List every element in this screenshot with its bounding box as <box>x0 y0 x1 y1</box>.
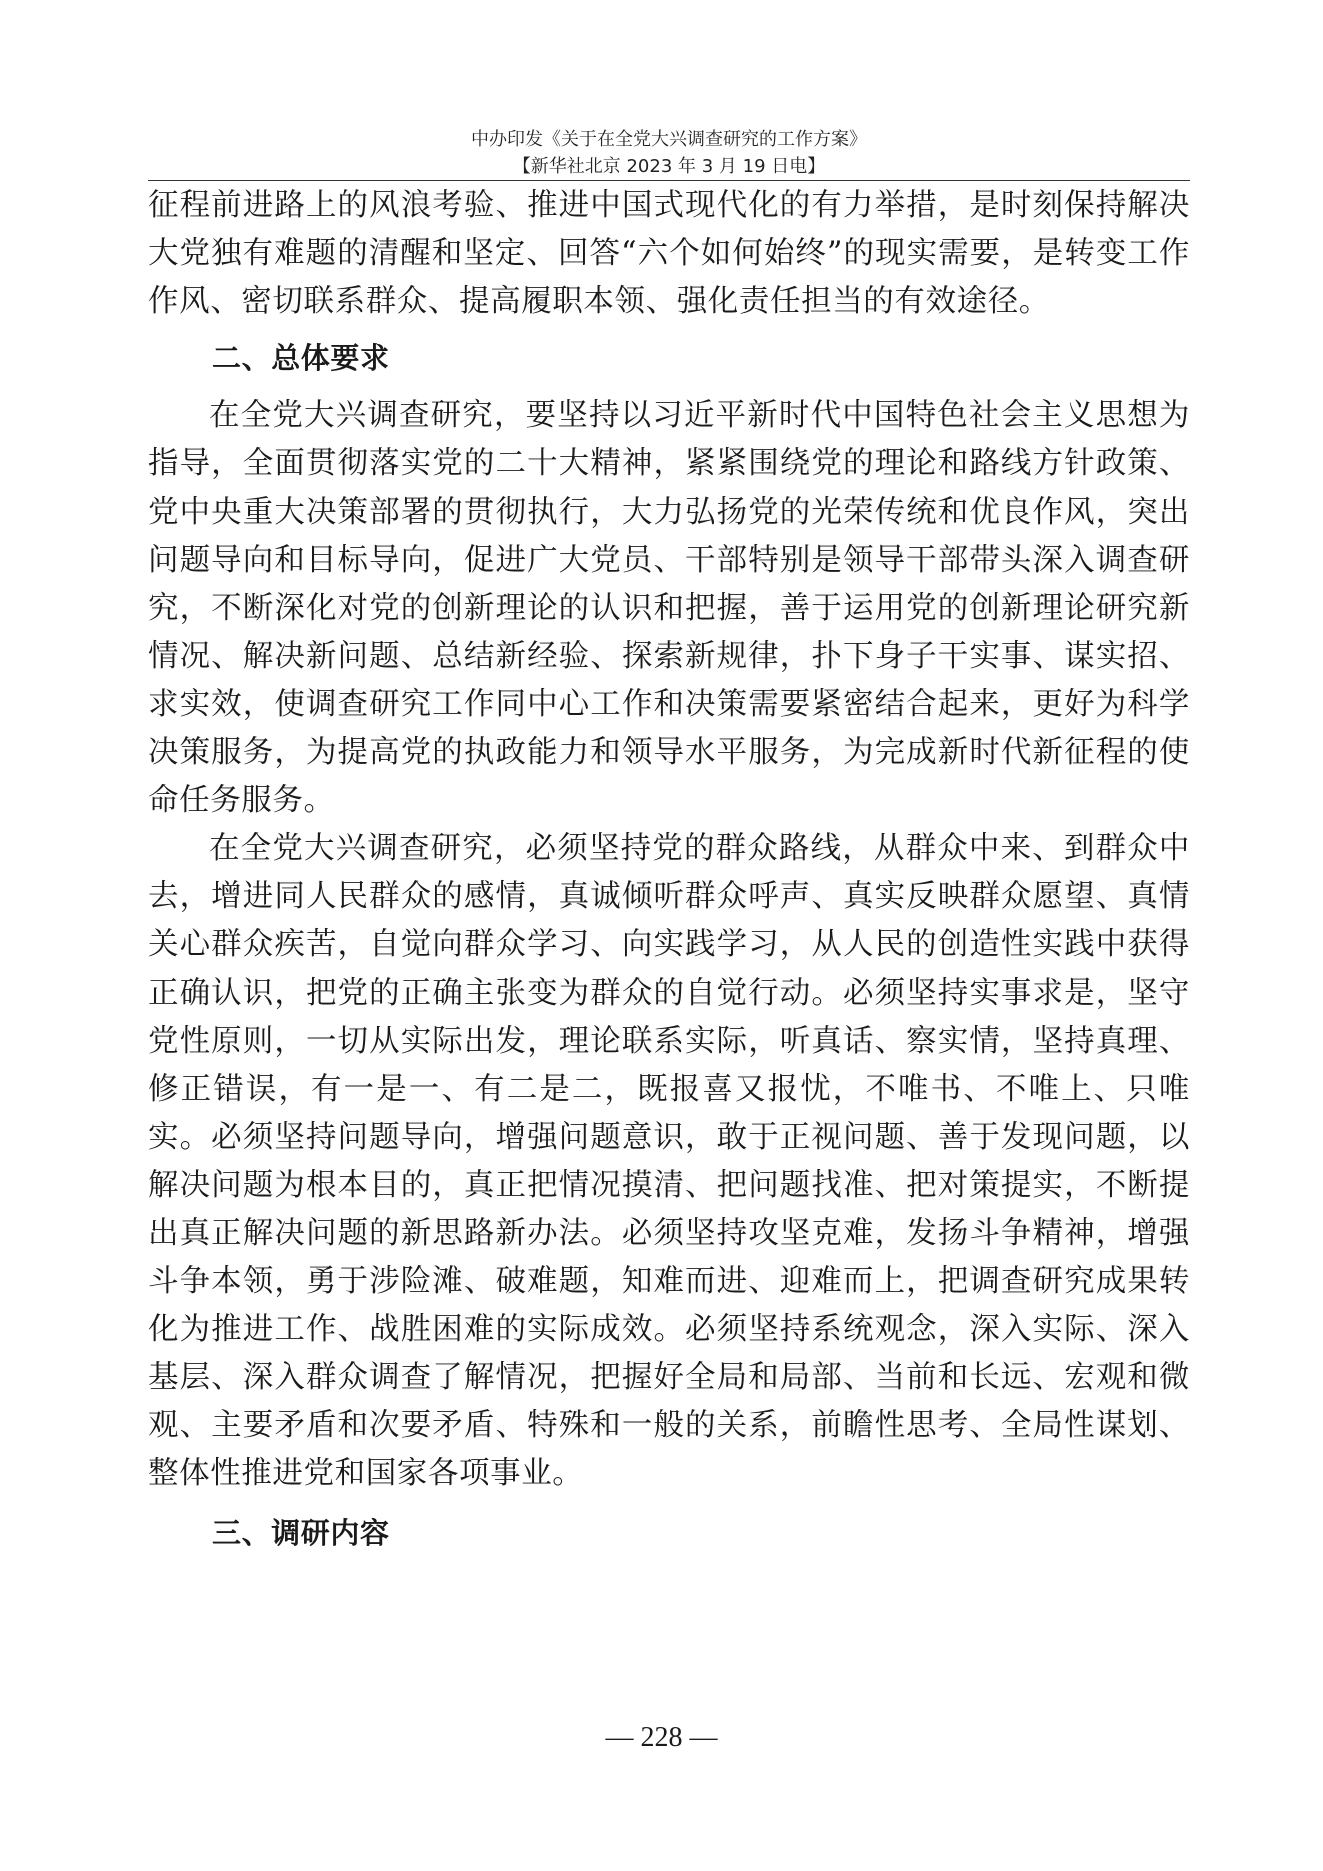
running-header <box>148 126 1190 180</box>
paragraph-general-requirements-2: 在全党大兴调查研究，必须坚持党的群众路线，从群众中来、到群众中去，增进同人民群众的感情，真诚倾听群众呼声、真实反映群众愿望、真情关心群众疾苦，自觉向群众学习、向实践学习，从人民的创造性实践中获得正确认识，把党的正确主张变为群众的自觉行动。必须坚持实事求是，坚守党性原则，一切从实际出发，理论联系实际，听真话、察实情，坚持真理、修正错误，有一是一、有二是二，既报喜又报忧，不唯书、不唯上、只唯实。必须坚持问题导向，增强问题意识，敢于正视问题、善于发现问题，以解决问题为根本目的，真正把情况摸清、把问题找准、把对策提实，不断提出真正解决问题的新思路新办法。必须坚持攻坚克难，发扬斗争精神，增强斗争本领，勇于涉险滩、破难题，知难而进、迎难而上，把调查研究成果转化为推进工作、战胜困难的实际成效。必须坚持系统观念，深入实际、深入基层、深入群众调查了解情况，把握好全局和局部、当前和长远、宏观和微观、主要矛盾和次要矛盾、特殊和一般的关系，前瞻性思考、全局性谋划、整体性推进党和国家各项事业。 <box>148 831 1190 1492</box>
header-source: 【新华社北京 2023 年 3 月 19 日电】 <box>512 156 826 177</box>
header-title: 中办印发《关于在全党大兴调查研究的工作方案》 <box>471 129 867 150</box>
header-divider <box>148 180 1190 181</box>
section-heading-research-content: 三、调研内容 <box>212 1515 390 1550</box>
paragraph-general-requirements-1: 在全党大兴调查研究，要坚持以习近平新时代中国特色社会主义思想为指导，全面贯彻落实党的二十大精神，紧紧围绕党的理论和路线方针政策、党中央重大决策部署的贯彻执行，大力弘扬党的光荣传统和优良作风，突出问题导向和目标导向，促进广大党员、干部特别是领导干部带头深入调查研究，不断深化对党的创新理论的认识和把握，善于运用党的创新理论研究新情况、解决新问题、总结新经验、探索新规律，扑下身子干实事、谋实招、求实效，使调查研究工作同中心工作和决策需要紧密结合起来，更好为科学决策服务，为提高党的执政能力和领导水平服务，为完成新时代新征程的使命任务服务。 <box>148 398 1190 819</box>
intro-paragraph: 征程前进路上的风浪考验、推进中国式现代化的有力举措，是时刻保持解决大党独有难题的清醒和坚定、回答“六个如何始终”的现实需要，是转变工作作风、密切联系群众、提高履职本领、强化责任担当的有效途径。 <box>148 188 1190 320</box>
document-body <box>148 182 1190 1557</box>
section-heading-general-requirements: 二、总体要求 <box>212 341 390 376</box>
page-number: — 228 — <box>605 1722 718 1753</box>
